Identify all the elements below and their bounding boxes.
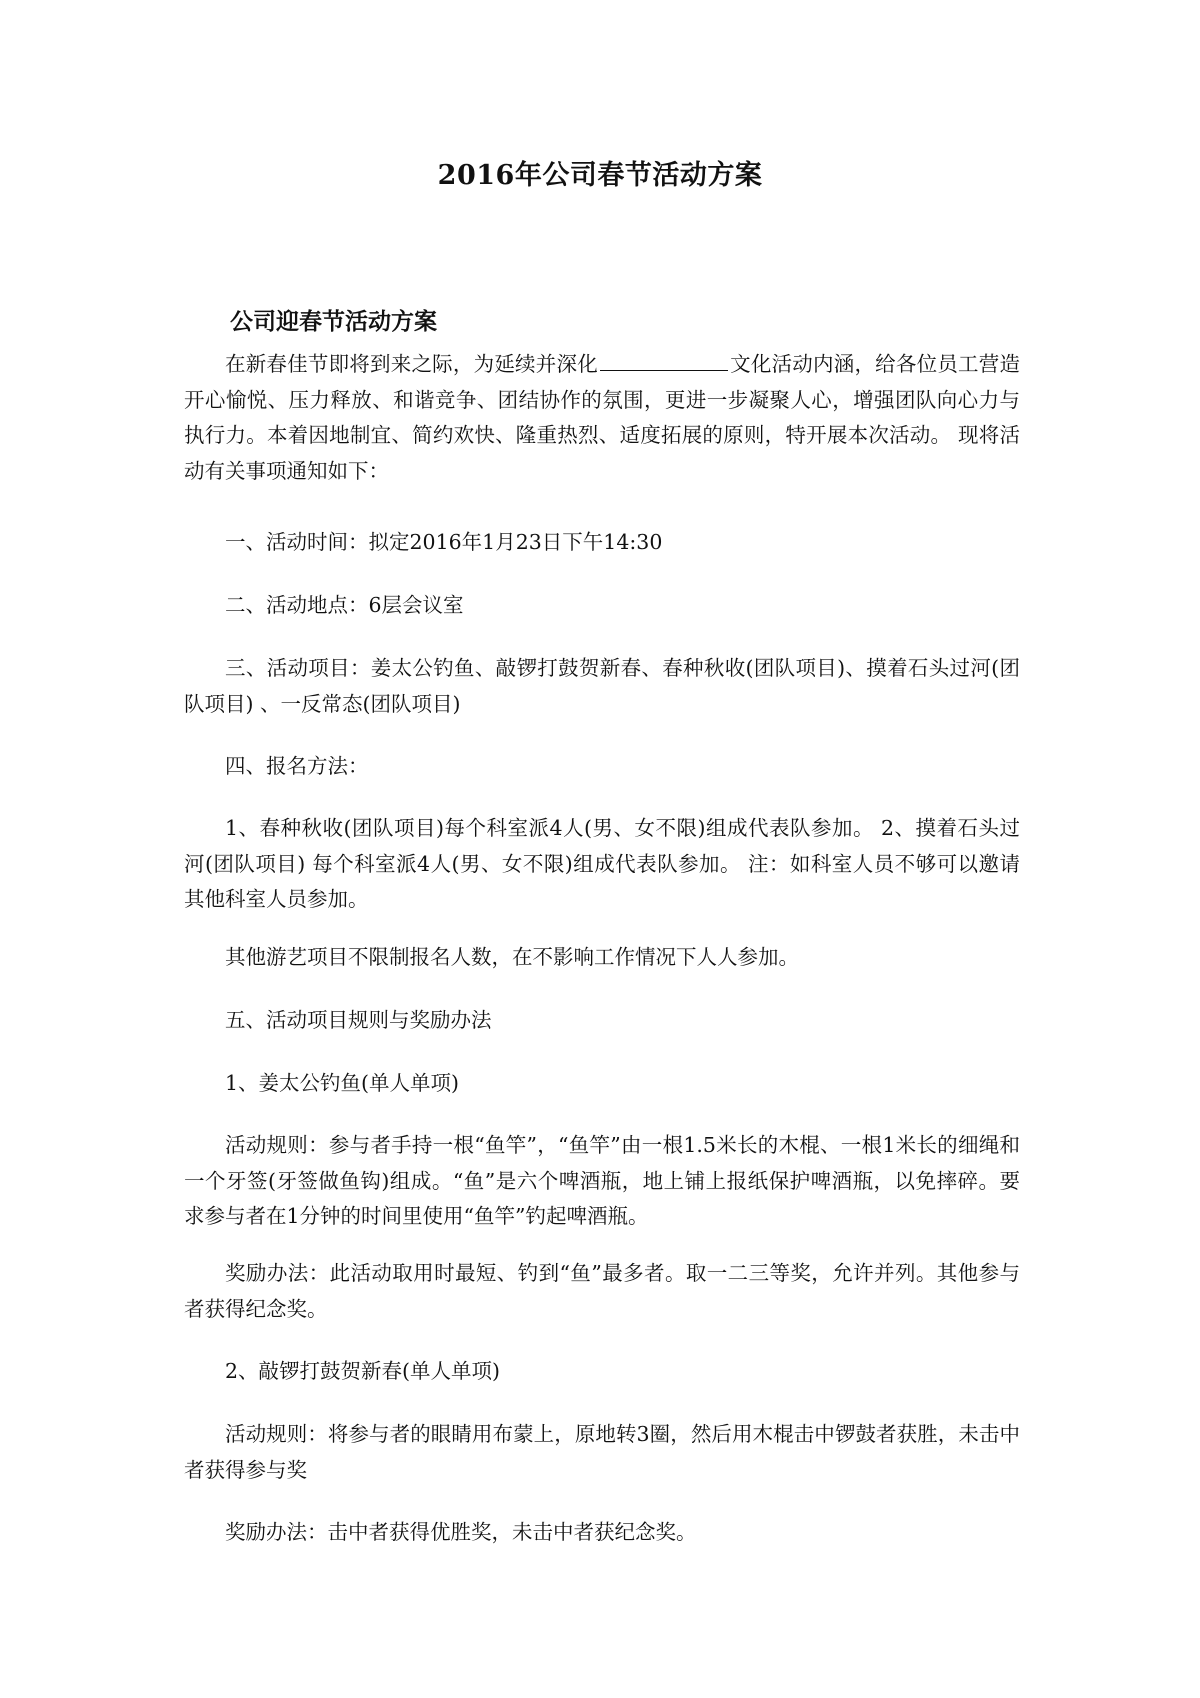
intro-paragraph: [184, 347, 1020, 489]
item2-rules-paragraph: 活动规则：将参与者的眼睛用布蒙上，原地转3圈，然后用木棍击中锣鼓者获胜，未击中者获得参与奖: [184, 1422, 1020, 1482]
document-subtitle: 公司迎春节活动方案: [230, 308, 437, 335]
document-title: 2016年公司春节活动方案: [437, 160, 763, 191]
item1-reward-paragraph: 奖励办法：此活动取用时最短、钓到“鱼”最多者。取一二三等奖，允许并列。其他参与者获得纪念奖。: [184, 1261, 1020, 1321]
fill-in-blank: [600, 348, 728, 371]
item1-rules-paragraph: 活动规则：参与者手持一根“鱼竿”，“鱼竿”由一根1.5米长的木棍、一根1米长的细绳和一个牙签(牙签做鱼钩)组成。“鱼”是六个啤酒瓶，地上铺上报纸保护啤酒瓶，以免摔碎。要求参与者在1分钟的时间里使用“鱼竿”钓起啤酒瓶。: [184, 1133, 1020, 1228]
section-rules-rewards: 五、活动项目规则与奖励办法: [225, 1008, 492, 1032]
item2-reward-paragraph: 奖励办法：击中者获得优胜奖，未击中者获纪念奖。: [225, 1520, 697, 1544]
section-activity-items: 三、活动项目：姜太公钓鱼、敲锣打鼓贺新春、春种秋收(团队项目)、摸着石头过河(团队项目) 、一反常态(团队项目): [184, 656, 1020, 716]
item2-title: 2、敲锣打鼓贺新春(单人单项): [225, 1359, 501, 1383]
intro-text-end: 文化活动内涵，给各位员工营造开心愉悦、压力释放、和谐竞争、团结协作的氛围，更进一步凝聚人心，增强团队向心力与执行力。本着因地制宜、简约欢快、隆重热烈、适度拓展的原则，特开展本次活动。 现将活动有关事项通知如下：: [184, 352, 1020, 483]
intro-text-start: 在新春佳节即将到来之际，为延续并深化: [225, 352, 598, 376]
signup-note-paragraph: 其他游艺项目不限制报名人数，在不影响工作情况下人人参加。: [225, 945, 799, 969]
signup-detail-paragraph: 1、春种秋收(团队项目)每个科室派4人(男、女不限)组成代表队参加。 2、摸着石头过河(团队项目) 每个科室派4人(男、女不限)组成代表队参加。 注：如科室人员不够可以邀请其他科室人员参加。: [184, 816, 1020, 911]
section-signup-method: 四、报名方法：: [225, 754, 369, 778]
item1-title: 1、姜太公钓鱼(单人单项): [225, 1071, 460, 1095]
section-activity-time: 一、活动时间：拟定2016年1月23日下午14:30: [225, 530, 663, 554]
section-activity-location: 二、活动地点：6层会议室: [225, 593, 464, 617]
